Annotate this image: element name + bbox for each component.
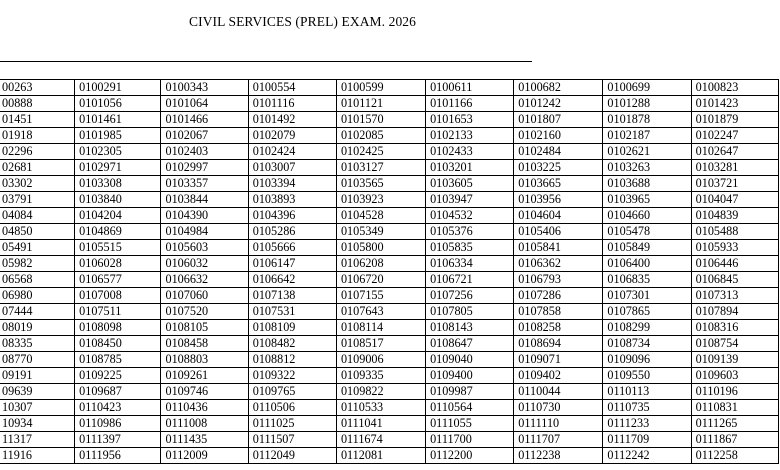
table-row xyxy=(0,336,779,352)
roll-number-cell: 0101288 xyxy=(603,96,691,112)
roll-number-cell: 0110436 xyxy=(161,400,248,416)
roll-number-cell: 0101492 xyxy=(248,112,336,128)
table-row xyxy=(0,400,779,416)
table-row xyxy=(0,128,779,144)
roll-number-cell: 0112049 xyxy=(248,448,336,464)
roll-number-cell: 0108316 xyxy=(691,320,778,336)
roll-number-cell: 0109071 xyxy=(514,352,603,368)
roll-number-cell: 0104528 xyxy=(336,208,425,224)
table-row xyxy=(0,256,779,272)
roll-number-cell: 0102621 xyxy=(603,144,691,160)
roll-number-cell: 0112081 xyxy=(336,448,425,464)
table-row xyxy=(0,192,779,208)
roll-number-cell: 0103893 xyxy=(248,192,336,208)
roll-number-cell: 0109746 xyxy=(161,384,248,400)
roll-number-cell: 0110564 xyxy=(426,400,514,416)
roll-number-cell: 0109096 xyxy=(603,352,691,368)
table-row xyxy=(0,304,779,320)
roll-number-cell: 0110831 xyxy=(691,400,778,416)
roll-number-cell: 02296 xyxy=(0,144,75,160)
roll-number-cell: 0110735 xyxy=(603,400,691,416)
roll-number-cell: 0106028 xyxy=(75,256,161,272)
roll-number-cell: 0106642 xyxy=(248,272,336,288)
roll-number-cell: 0101116 xyxy=(248,96,336,112)
roll-number-cell: 0103844 xyxy=(161,192,248,208)
roll-number-cell: 0102971 xyxy=(75,160,161,176)
roll-number-cell: 0108299 xyxy=(603,320,691,336)
roll-number-cell: 0108143 xyxy=(426,320,514,336)
roll-number-cell: 0105478 xyxy=(603,224,691,240)
roll-number-cell: 0104839 xyxy=(691,208,778,224)
roll-number-cell: 0108803 xyxy=(161,352,248,368)
roll-number-cell: 0103956 xyxy=(514,192,603,208)
roll-number-cell: 0111435 xyxy=(161,432,248,448)
roll-number-cell: 0110533 xyxy=(336,400,425,416)
roll-number-cell: 08019 xyxy=(0,320,75,336)
roll-number-cell: 0104390 xyxy=(161,208,248,224)
roll-number-cell: 03302 xyxy=(0,176,75,192)
roll-number-cell: 0102647 xyxy=(691,144,778,160)
table-row xyxy=(0,320,779,336)
roll-number-cell: 0106362 xyxy=(514,256,603,272)
roll-number-cell: 10307 xyxy=(0,400,75,416)
roll-number-cell: 0107060 xyxy=(161,288,248,304)
roll-number-cell: 0102133 xyxy=(426,128,514,144)
roll-number-cell: 0102433 xyxy=(426,144,514,160)
roll-number-cell: 0106835 xyxy=(603,272,691,288)
roll-number-cell: 0102403 xyxy=(161,144,248,160)
roll-number-cell: 0109335 xyxy=(336,368,425,384)
roll-number-cell: 0107531 xyxy=(248,304,336,320)
roll-number-cell: 0109822 xyxy=(336,384,425,400)
roll-number-cell: 0111233 xyxy=(603,416,691,432)
roll-number-cell: 0102067 xyxy=(161,128,248,144)
roll-number-cell: 0105376 xyxy=(426,224,514,240)
roll-number-cell: 0103308 xyxy=(75,176,161,192)
roll-number-cell: 03791 xyxy=(0,192,75,208)
roll-number-cell: 0106720 xyxy=(336,272,425,288)
roll-number-cell: 0101653 xyxy=(426,112,514,128)
table-row xyxy=(0,352,779,368)
roll-number-cell: 0103923 xyxy=(336,192,425,208)
roll-number-cell: 0105488 xyxy=(691,224,778,240)
roll-number-cell: 0108114 xyxy=(336,320,425,336)
roll-number-cell: 0111055 xyxy=(426,416,514,432)
roll-number-cell: 0103605 xyxy=(426,176,514,192)
table-row xyxy=(0,240,779,256)
roll-number-cell: 0103394 xyxy=(248,176,336,192)
roll-number-cell: 0101242 xyxy=(514,96,603,112)
roll-number-cell: 0108450 xyxy=(75,336,161,352)
roll-number-cell: 0105515 xyxy=(75,240,161,256)
roll-number-cell: 0103357 xyxy=(161,176,248,192)
roll-number-cell: 0103721 xyxy=(691,176,778,192)
roll-number-cell: 0107894 xyxy=(691,304,778,320)
roll-number-cell: 0101878 xyxy=(603,112,691,128)
table-row xyxy=(0,160,779,176)
roll-number-cell: 0102085 xyxy=(336,128,425,144)
roll-number-cell: 0105349 xyxy=(336,224,425,240)
roll-number-cell: 0100682 xyxy=(514,80,603,96)
roll-number-cell: 0104604 xyxy=(514,208,603,224)
table-row xyxy=(0,432,779,448)
table-row xyxy=(0,96,779,112)
roll-number-cell: 0103225 xyxy=(514,160,603,176)
roll-number-cell: 05491 xyxy=(0,240,75,256)
roll-number-cell: 0105933 xyxy=(691,240,778,256)
roll-number-cell: 0107155 xyxy=(336,288,425,304)
roll-number-cell: 0109225 xyxy=(75,368,161,384)
roll-number-cell: 0101807 xyxy=(514,112,603,128)
roll-number-cell: 0109040 xyxy=(426,352,514,368)
roll-number-cell: 0111110 xyxy=(514,416,603,432)
roll-number-cell: 0102424 xyxy=(248,144,336,160)
roll-number-cell: 0105603 xyxy=(161,240,248,256)
roll-number-cell: 0104660 xyxy=(603,208,691,224)
roll-number-cell: 0105841 xyxy=(514,240,603,256)
roll-number-cell: 0101166 xyxy=(426,96,514,112)
roll-number-cell: 0103281 xyxy=(691,160,778,176)
roll-number-cell: 0100554 xyxy=(248,80,336,96)
roll-number-cell: 0103565 xyxy=(336,176,425,192)
roll-number-cell: 0108785 xyxy=(75,352,161,368)
roll-number-cell: 0106632 xyxy=(161,272,248,288)
document-title: CIVIL SERVICES (PREL) EXAM. 2026 xyxy=(189,14,416,29)
roll-number-cell: 0100291 xyxy=(75,80,161,96)
roll-number-cell: 0111707 xyxy=(514,432,603,448)
roll-number-cell: 0100611 xyxy=(426,80,514,96)
roll-number-cell: 0103840 xyxy=(75,192,161,208)
roll-number-cell: 0100599 xyxy=(336,80,425,96)
table-row xyxy=(0,368,779,384)
roll-number-cell: 0106032 xyxy=(161,256,248,272)
roll-number-cell: 0108694 xyxy=(514,336,603,352)
roll-number-cell: 02681 xyxy=(0,160,75,176)
roll-number-cell: 0108482 xyxy=(248,336,336,352)
roll-number-cell: 0101064 xyxy=(161,96,248,112)
roll-number-cell: 0110506 xyxy=(248,400,336,416)
roll-number-cell: 0102160 xyxy=(514,128,603,144)
table-row xyxy=(0,288,779,304)
roll-number-cell: 0111265 xyxy=(691,416,778,432)
roll-number-cell: 0111956 xyxy=(75,448,161,464)
roll-number-cell: 0107865 xyxy=(603,304,691,320)
roll-number-cell: 0103201 xyxy=(426,160,514,176)
roll-number-cell: 0103665 xyxy=(514,176,603,192)
roll-number-cell: 0106334 xyxy=(426,256,514,272)
roll-number-cell: 0101461 xyxy=(75,112,161,128)
roll-number-cell: 0103127 xyxy=(336,160,425,176)
roll-number-cell: 0109402 xyxy=(514,368,603,384)
roll-number-cell: 05982 xyxy=(0,256,75,272)
roll-number-cell: 0107286 xyxy=(514,288,603,304)
roll-number-cell: 0107301 xyxy=(603,288,691,304)
roll-number-cell: 0108109 xyxy=(248,320,336,336)
roll-number-cell: 0111041 xyxy=(336,416,425,432)
roll-number-cell: 0106147 xyxy=(248,256,336,272)
roll-number-cell: 0111674 xyxy=(336,432,425,448)
roll-number-cell: 0108517 xyxy=(336,336,425,352)
roll-number-cell: 0106721 xyxy=(426,272,514,288)
table-row xyxy=(0,80,779,96)
roll-number-cell: 0112009 xyxy=(161,448,248,464)
roll-number-cell: 0101985 xyxy=(75,128,161,144)
roll-number-cell: 0109603 xyxy=(691,368,778,384)
roll-number-cell: 0112200 xyxy=(426,448,514,464)
roll-number-cell: 0107858 xyxy=(514,304,603,320)
roll-number-cell: 0102425 xyxy=(336,144,425,160)
roll-number-cell: 0111507 xyxy=(248,432,336,448)
roll-number-cell: 0109987 xyxy=(426,384,514,400)
roll-number-cell: 06568 xyxy=(0,272,75,288)
roll-number-cell: 00888 xyxy=(0,96,75,112)
roll-number-cell: 0109322 xyxy=(248,368,336,384)
roll-number-cell: 01451 xyxy=(0,112,75,128)
roll-number-cell: 0106793 xyxy=(514,272,603,288)
roll-number-cell: 0110044 xyxy=(514,384,603,400)
table-row xyxy=(0,448,779,464)
table-row xyxy=(0,112,779,128)
roll-number-cell: 0109687 xyxy=(75,384,161,400)
roll-number-cell: 11317 xyxy=(0,432,75,448)
roll-number-cell: 0107643 xyxy=(336,304,425,320)
roll-number-cell: 08770 xyxy=(0,352,75,368)
roll-number-cell: 0107256 xyxy=(426,288,514,304)
roll-number-cell: 0112242 xyxy=(603,448,691,464)
roll-number-cell: 0109006 xyxy=(336,352,425,368)
roll-number-cell: 0108647 xyxy=(426,336,514,352)
roll-number-cell: 0111709 xyxy=(603,432,691,448)
roll-number-cell: 0110113 xyxy=(603,384,691,400)
roll-number-cell: 0106446 xyxy=(691,256,778,272)
roll-number-cell: 10934 xyxy=(0,416,75,432)
roll-number-cell: 0104047 xyxy=(691,192,778,208)
roll-number-cell: 0110196 xyxy=(691,384,778,400)
roll-number-cell: 0100823 xyxy=(691,80,778,96)
roll-number-cell: 0108754 xyxy=(691,336,778,352)
table-row xyxy=(0,384,779,400)
roll-number-cell: 0100699 xyxy=(603,80,691,96)
roll-number-cell: 0106208 xyxy=(336,256,425,272)
roll-number-cell: 11916 xyxy=(0,448,75,464)
table-row xyxy=(0,416,779,432)
roll-number-cell: 0102247 xyxy=(691,128,778,144)
roll-number-cell: 0110986 xyxy=(75,416,161,432)
roll-number-cell: 0105849 xyxy=(603,240,691,256)
roll-number-cell: 0112258 xyxy=(691,448,778,464)
roll-number-cell: 0111867 xyxy=(691,432,778,448)
roll-number-cell: 01918 xyxy=(0,128,75,144)
roll-number-cell: 0111397 xyxy=(75,432,161,448)
roll-number-cell: 0107520 xyxy=(161,304,248,320)
roll-number-cell: 0107313 xyxy=(691,288,778,304)
roll-number-cell: 0104396 xyxy=(248,208,336,224)
roll-number-cell: 0101423 xyxy=(691,96,778,112)
roll-number-cell: 0109765 xyxy=(248,384,336,400)
roll-number-cell: 09639 xyxy=(0,384,75,400)
roll-number-cell: 0108105 xyxy=(161,320,248,336)
roll-number-cell: 0106400 xyxy=(603,256,691,272)
roll-number-cell: 0108812 xyxy=(248,352,336,368)
roll-number-cell: 0108458 xyxy=(161,336,248,352)
roll-number-cell: 0108258 xyxy=(514,320,603,336)
roll-number-cell: 0109261 xyxy=(161,368,248,384)
roll-number-table xyxy=(0,79,779,464)
roll-number-cell: 0110423 xyxy=(75,400,161,416)
roll-number-cell: 09191 xyxy=(0,368,75,384)
roll-number-cell: 0101466 xyxy=(161,112,248,128)
table-row xyxy=(0,272,779,288)
roll-number-cell: 0101121 xyxy=(336,96,425,112)
roll-number-cell: 0103263 xyxy=(603,160,691,176)
roll-number-cell: 0107805 xyxy=(426,304,514,320)
table-row xyxy=(0,176,779,192)
roll-number-cell: 0109400 xyxy=(426,368,514,384)
roll-number-cell: 0108098 xyxy=(75,320,161,336)
roll-number-cell: 0102079 xyxy=(248,128,336,144)
table-row xyxy=(0,144,779,160)
roll-number-cell: 0102305 xyxy=(75,144,161,160)
roll-number-cell: 0101056 xyxy=(75,96,161,112)
roll-number-cell: 0100343 xyxy=(161,80,248,96)
roll-number-cell: 0104984 xyxy=(161,224,248,240)
roll-number-cell: 0103947 xyxy=(426,192,514,208)
roll-number-cell: 0103965 xyxy=(603,192,691,208)
table-row xyxy=(0,208,779,224)
roll-number-cell: 0105800 xyxy=(336,240,425,256)
roll-number-cell: 0107511 xyxy=(75,304,161,320)
roll-number-cell: 0109139 xyxy=(691,352,778,368)
roll-number-cell: 0105286 xyxy=(248,224,336,240)
table-row xyxy=(0,224,779,240)
roll-number-cell: 0102997 xyxy=(161,160,248,176)
roll-number-cell: 0101570 xyxy=(336,112,425,128)
roll-number-cell: 00263 xyxy=(0,80,75,96)
roll-number-cell: 0112238 xyxy=(514,448,603,464)
roll-number-cell: 0108734 xyxy=(603,336,691,352)
roll-number-cell: 08335 xyxy=(0,336,75,352)
roll-number-cell: 0102484 xyxy=(514,144,603,160)
roll-number-cell: 0104532 xyxy=(426,208,514,224)
header-rule xyxy=(0,61,532,62)
roll-number-cell: 0109550 xyxy=(603,368,691,384)
roll-number-cell: 0105406 xyxy=(514,224,603,240)
roll-number-cell: 0101879 xyxy=(691,112,778,128)
roll-number-cell: 0111700 xyxy=(426,432,514,448)
roll-number-cell: 0107008 xyxy=(75,288,161,304)
roll-number-cell: 0107138 xyxy=(248,288,336,304)
roll-number-cell: 0110730 xyxy=(514,400,603,416)
roll-number-cell: 0104204 xyxy=(75,208,161,224)
roll-number-cell: 0111025 xyxy=(248,416,336,432)
roll-number-cell: 0106845 xyxy=(691,272,778,288)
roll-number-cell: 0104869 xyxy=(75,224,161,240)
roll-number-cell: 06980 xyxy=(0,288,75,304)
roll-number-table-body xyxy=(0,80,779,464)
roll-number-cell: 0105666 xyxy=(248,240,336,256)
roll-number-cell: 04850 xyxy=(0,224,75,240)
roll-number-cell: 0111008 xyxy=(161,416,248,432)
roll-number-cell: 0105835 xyxy=(426,240,514,256)
roll-number-cell: 0103688 xyxy=(603,176,691,192)
roll-number-cell: 07444 xyxy=(0,304,75,320)
roll-number-cell: 0103007 xyxy=(248,160,336,176)
roll-number-cell: 0106577 xyxy=(75,272,161,288)
roll-number-cell: 0102187 xyxy=(603,128,691,144)
roll-number-cell: 04084 xyxy=(0,208,75,224)
